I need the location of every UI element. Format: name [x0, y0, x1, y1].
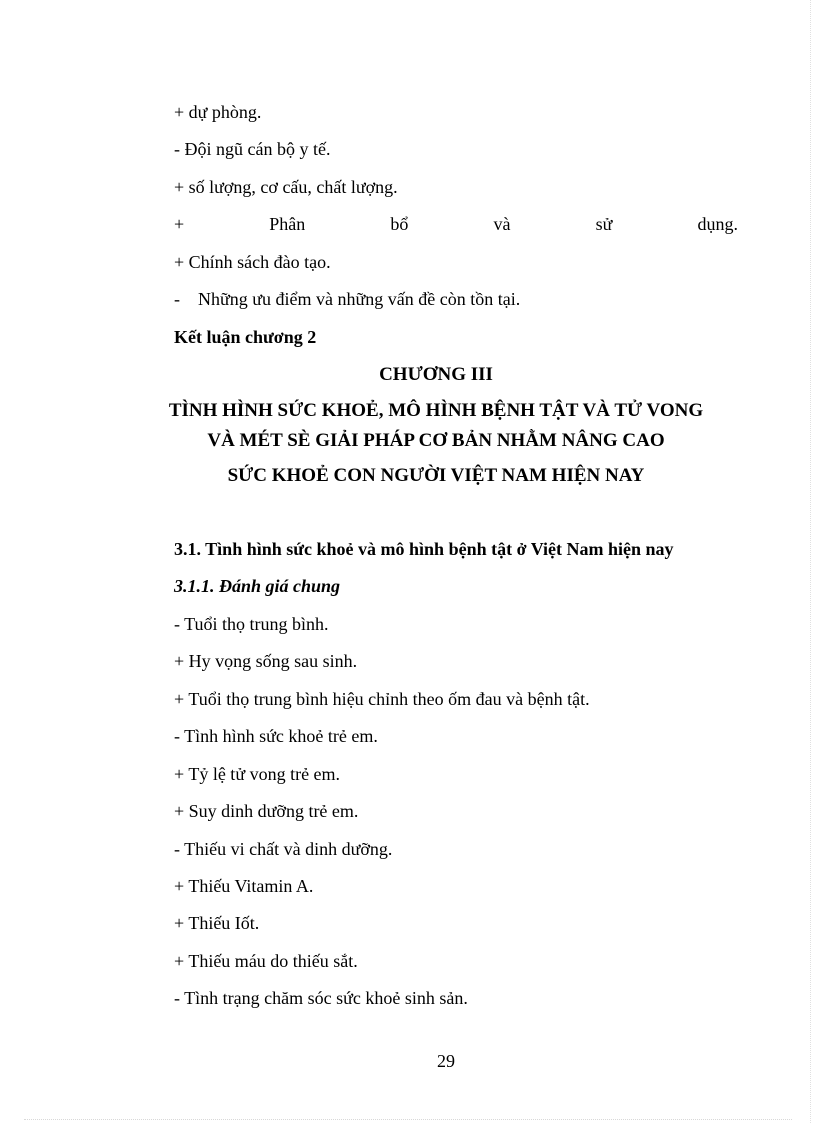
- text-line: + số lượng, cơ cấu, chất lượng.: [174, 177, 398, 197]
- word: sử: [595, 214, 613, 234]
- text-line: + dự phòng.: [174, 102, 262, 122]
- list-item: + Suy dinh dưỡng trẻ em.: [174, 801, 359, 821]
- subsection-heading: 3.1.1. Đánh giá chung: [174, 576, 341, 596]
- word: dụng.: [697, 214, 738, 234]
- chapter-title-line: SỨC KHOẺ CON NGƯỜI VIỆT NAM HIỆN NAY: [227, 465, 645, 486]
- list-dash: -: [174, 289, 180, 309]
- word: Phân: [269, 214, 306, 234]
- word: và: [493, 214, 511, 234]
- section-heading: 3.1. Tình hình sức khoẻ và mô hình bệnh tật ở Việt Nam hiện nay: [174, 539, 674, 559]
- word: bổ: [390, 214, 409, 234]
- text-line: - Đội ngũ cán bộ y tế.: [174, 139, 331, 159]
- chapter-number: CHƯƠNG III: [379, 364, 493, 385]
- list-item: + Hy vọng sống sau sinh.: [174, 651, 358, 671]
- list-item: - Tình trạng chăm sóc sức khoẻ sinh sản.: [174, 988, 468, 1008]
- justified-line: [174, 213, 738, 235]
- chapter-title-line: TÌNH HÌNH SỨC KHOẺ, MÔ HÌNH BỆNH TẬT VÀ TỬ VONG: [168, 400, 704, 421]
- list-item: - Thiếu vi chất và dinh dưỡng.: [174, 839, 393, 859]
- list-item: + Thiếu máu do thiếu sắt.: [174, 951, 358, 971]
- list-item: + Thiếu Vitamin A.: [174, 876, 314, 896]
- text-line: + Chính sách đào tạo.: [174, 252, 331, 272]
- list-item: + Thiếu Iốt.: [174, 913, 260, 933]
- list-item: + Tuổi thọ trung bình hiệu chỉnh theo ốm đau và bệnh tật.: [174, 689, 590, 709]
- chapter-title-line: VÀ MÉT SÈ GIẢI PHÁP CƠ BẢN NHẰM NÂNG CAO: [207, 430, 665, 451]
- word: +: [174, 214, 185, 234]
- list-item: - Tuổi thọ trung bình.: [174, 614, 329, 634]
- page-bottom-border: [24, 1119, 792, 1120]
- list-item: + Tỷ lệ tử vong trẻ em.: [174, 764, 341, 784]
- conclusion-heading: Kết luận chương 2: [174, 327, 317, 347]
- page-number: 29: [437, 1051, 455, 1071]
- text-line: [174, 288, 520, 310]
- list-item: - Tình hình sức khoẻ trẻ em.: [174, 726, 378, 746]
- page-right-border: [810, 0, 811, 1123]
- list-text: Những ưu điểm và những vấn đề còn tồn tại.: [198, 289, 521, 309]
